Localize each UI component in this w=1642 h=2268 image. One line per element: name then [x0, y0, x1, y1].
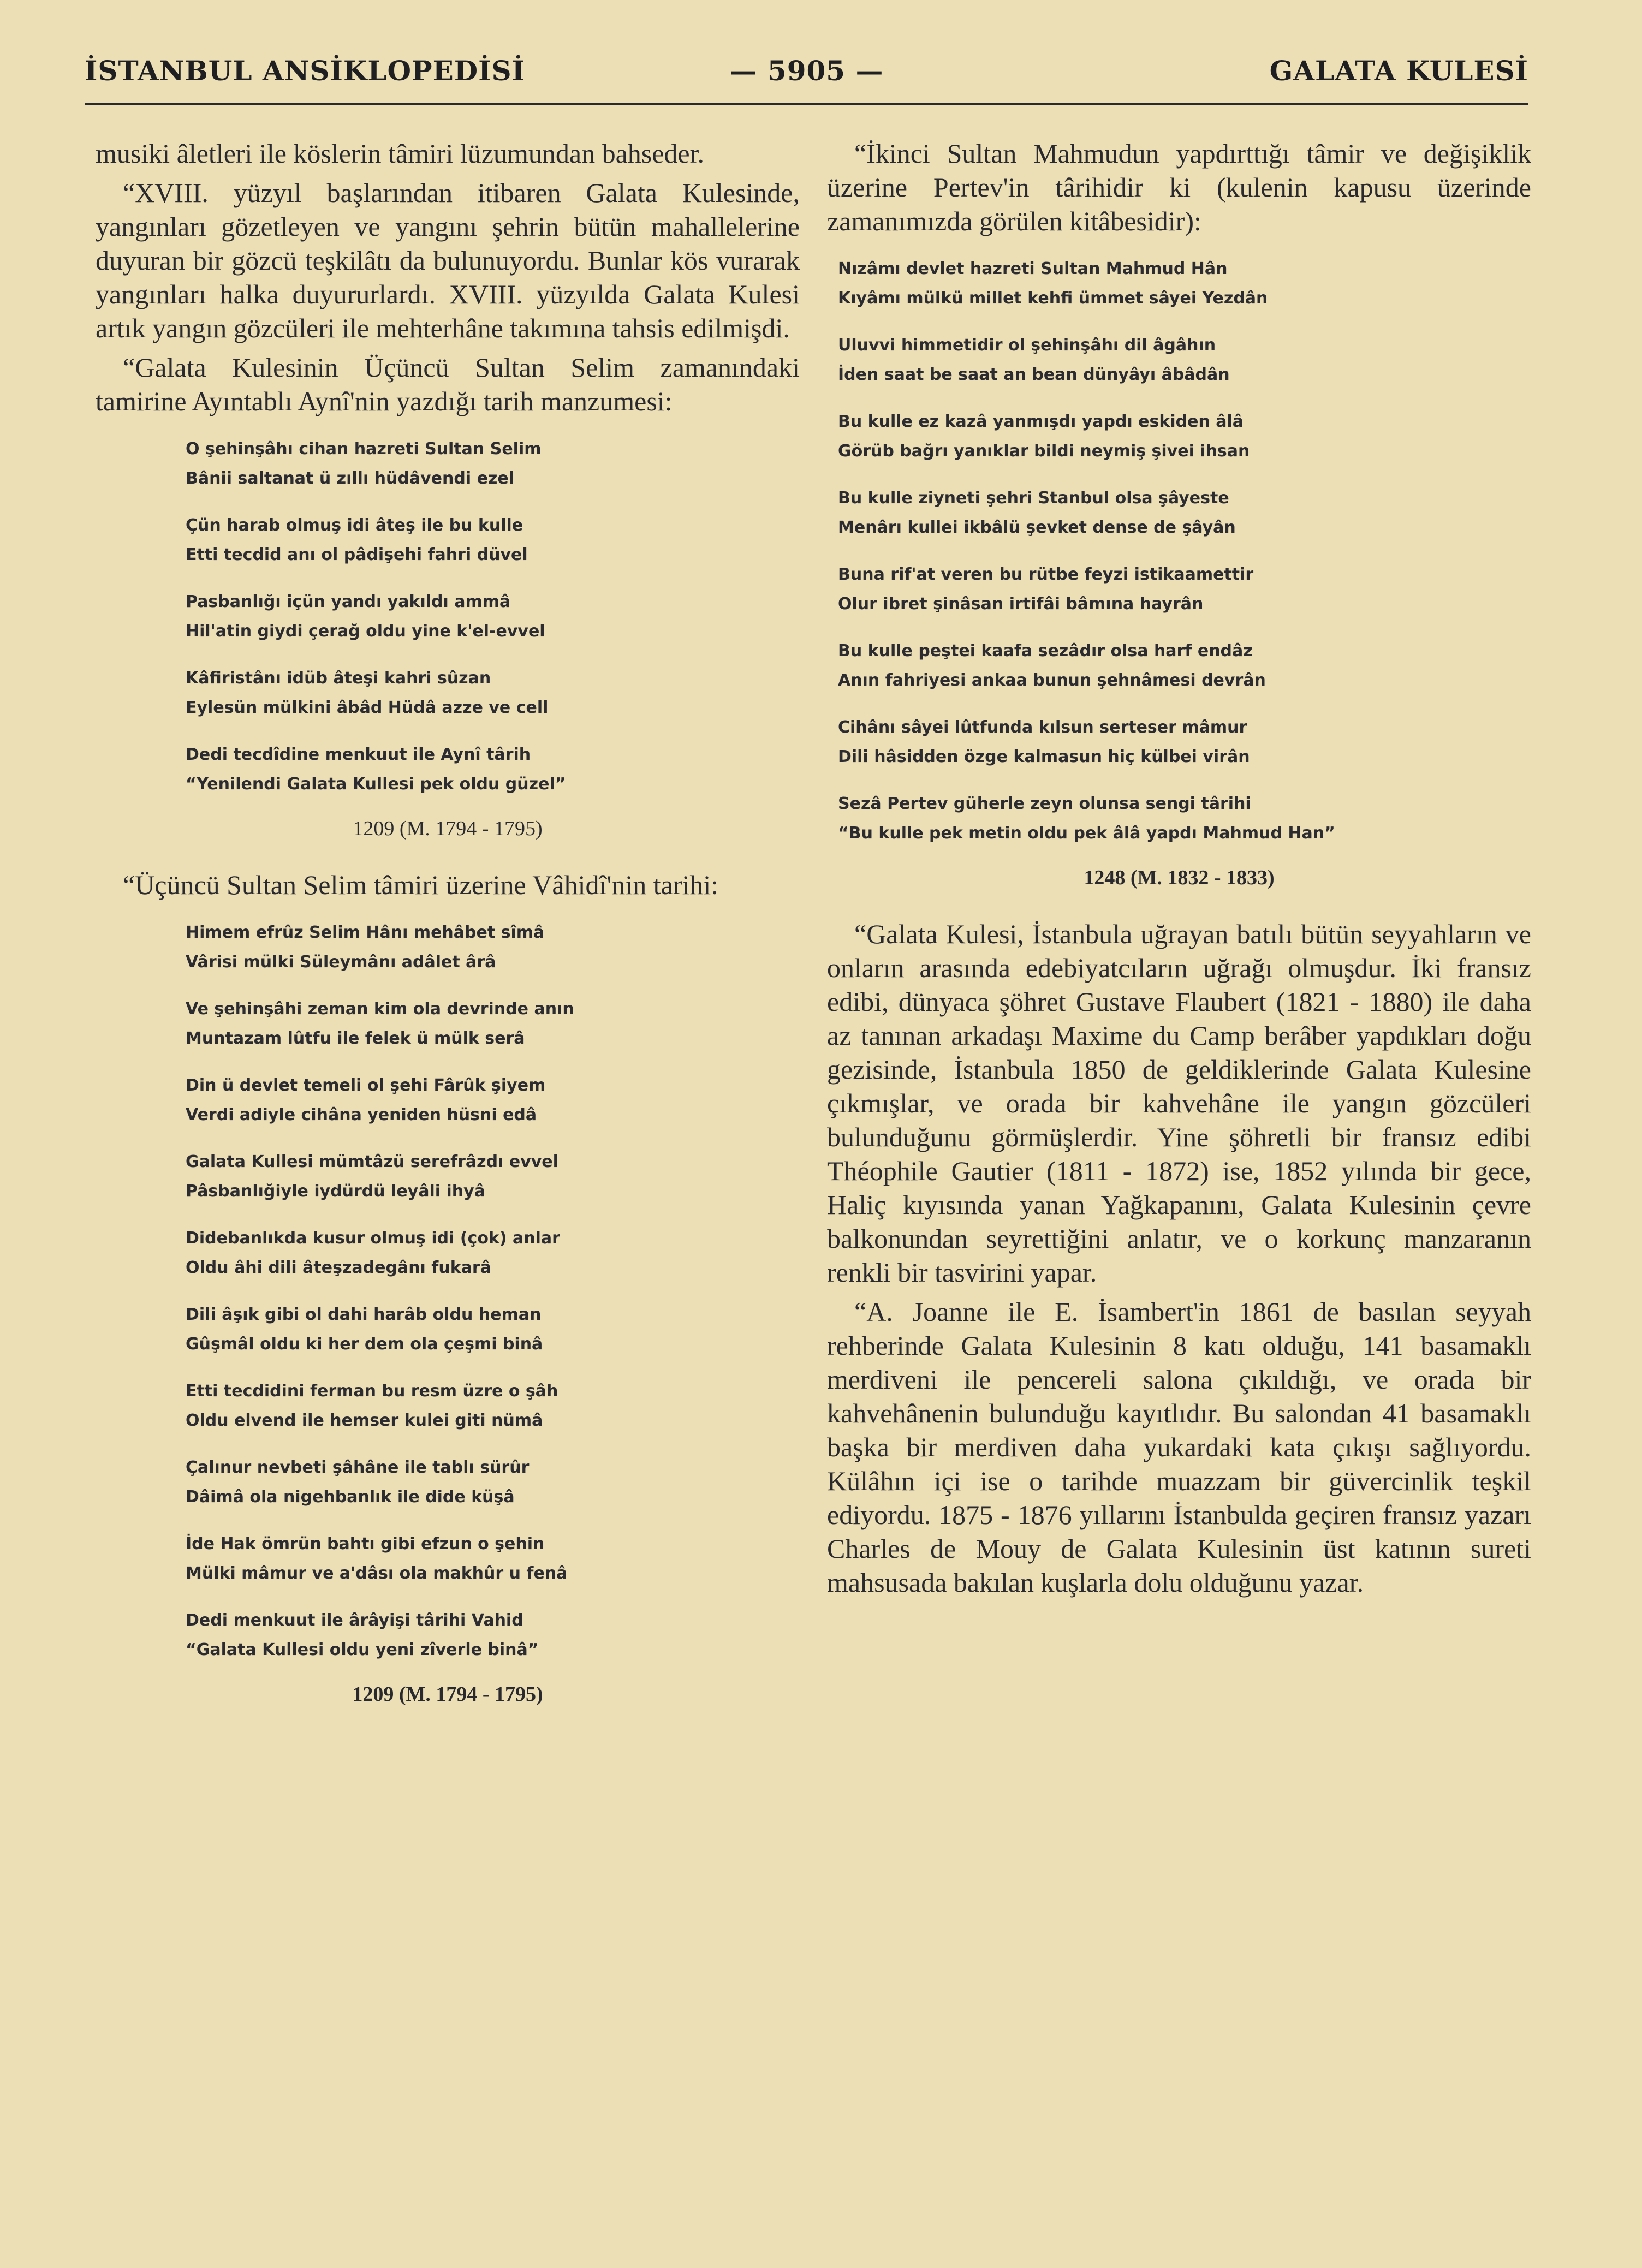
poem-stanza — [838, 484, 1531, 543]
running-title: İSTANBUL ANSİKLOPEDİSİ — [85, 55, 526, 87]
poem-vahidi — [96, 918, 800, 1665]
left-column — [96, 136, 800, 1734]
poem-stanza — [186, 1529, 800, 1588]
poem-line: Mülki mâmur ve a'dâsı ola makhûr u fenâ — [186, 1564, 568, 1583]
poem-line: Din ü devlet temeli ol şehi Fârûk şiyem — [186, 1076, 546, 1095]
poem-line: Kıyâmı mülkü millet kehfi ümmet sâyei Yezdân — [838, 289, 1268, 308]
poem-line: Çalınur nevbeti şâhâne ile tablı sürûr — [186, 1458, 530, 1477]
poem-line: Dedi menkuut ile ârâyişi târihi Vahid — [186, 1611, 523, 1630]
poem-stanza — [186, 1300, 800, 1359]
paragraph: “A. Joanne ile E. İsambert'in 1861 de basılan seyyah rehberinde Galata Kulesinin 8 katı olduğu, 141 basamaklı merdiveni ile pencereli salona çıkıldığı, ve orada bir kahvehânenin bulunduğu kayıtlıdır. Bu salondan 41 basamaklı başka bir merdiven daha yukardaki kata çıkışı sağlıyordu. Külâhın içi ise o tarihde muazzam bir güvercinlik teşkil ediyordu. 1875 - 1876 yıllarını İstanbulda geçiren fransız yazarı Charles de Mouy de Galata Kulesinin üst katının sureti mahsusada bakılan kuşlarla dolu olduğunu yazar. — [827, 1296, 1531, 1598]
poem-date: 1209 (M. 1794 - 1795) — [352, 1683, 543, 1706]
poem-stanza — [186, 1147, 800, 1206]
paragraph: “Galata Kulesinin Üçüncü Sultan Selim zamanındaki tamirine Ayıntablı Aynî'nin yazdığı tarih manzumesi: — [96, 352, 800, 416]
entry-title: GALATA KULESİ — [1269, 55, 1528, 87]
poem-line: Didebanlıkda kusur olmuş idi (çok) anlar — [186, 1229, 560, 1248]
poem-line: Pâsbanlığiyle iydürdü leyâli ihyâ — [186, 1182, 485, 1201]
poem-line: “Galata Kullesi oldu yeni zîverle binâ” — [186, 1640, 539, 1659]
poem-line: Galata Kullesi mümtâzü serefrâzdı evvel — [186, 1152, 558, 1171]
poem-line: Görüb bağrı yanıklar bildi neymiş şivei ihsan — [838, 442, 1250, 461]
poem-stanza — [186, 740, 800, 799]
poem-line: İde Hak ömrün bahtı gibi efzun o şehin — [186, 1534, 545, 1553]
poem-line: Bu kulle ziyneti şehri Stanbul olsa şâyeste — [838, 489, 1229, 508]
poem-line: Dili âşık gibi ol dahi harâb oldu heman — [186, 1305, 542, 1324]
poem-line: Bu kulle peştei kaafa sezâdır olsa harf endâz — [838, 641, 1253, 660]
poem-pertev — [827, 254, 1531, 848]
right-column — [827, 136, 1531, 1605]
poem-stanza — [186, 511, 800, 570]
poem-stanza — [186, 587, 800, 646]
paragraph: “Galata Kulesi, İstanbula uğrayan batılı bütün seyyahların ve onların arasında edebiyatcıların uğrağı olmuşdur. İki fransız edibi, dünyaca şöhret Gustave Flaubert (1821 - 1880) ile daha az tanınan arkadaşı Maxime du Camp berâber yapdıkları doğu gezisinde, İstanbula 1850 de geldiklerinde Galata Kulesine çıkmışlar, ve orada bir kahvehâne ile yangın gözcüleri bulunduğunu görmüşlerdir. Yine şöhretli bir fransız edibi Théophile Gautier (1811 - 1872) ise, 1852 yılında bir gece, Haliç kıyısında yanan Yağkapanını, Galata Kulesinin çevre balkonundan seyrettiğini anlatır, ve o korkunç manzaranın renkli bir tasvirini yapar. — [827, 919, 1531, 1288]
poem-date: 1209 (M. 1794 - 1795) — [353, 817, 543, 840]
poem-line: “Yenilendi Galata Kullesi pek oldu güzel” — [186, 775, 566, 794]
poem-stanza — [838, 789, 1531, 848]
page-header — [85, 55, 1528, 98]
poem-line: Pasbanlığı içün yandı yakıldı ammâ — [186, 592, 511, 611]
poem-line: Uluvvi himmetidir ol şehinşâhı dil âgâhın — [838, 336, 1216, 355]
poem-line: Sezâ Pertev güherle zeyn olunsa sengi târihi — [838, 794, 1251, 813]
poem-line: Oldu âhi dili âteşzadegânı fukarâ — [186, 1258, 491, 1277]
paragraph: “Üçüncü Sultan Selim tâmiri üzerine Vâhidî'nin tarihi: — [123, 870, 719, 900]
paragraph: “XVIII. yüzyıl başlarından itibaren Galata Kulesinde, yangınları gözetleyen ve yangını şehrin bütün mahallelerine duyuran bir gözcü teşkilâtı da bulunuyordu. Bunlar kös vurarak yangınları halka duyururlardı. XVIII. yüzyılda Galata Kulesi artık yangın gözcüleri ile mehterhâne takımına tahsis edilmişdi. — [96, 177, 800, 343]
poem-line: Nızâmı devlet hazreti Sultan Mahmud Hân — [838, 259, 1228, 278]
poem-line: Bânii saltanat ü zıllı hüdâvendi ezel — [186, 469, 515, 488]
poem-stanza — [186, 1071, 800, 1130]
poem-stanza — [838, 713, 1531, 772]
poem-line: Olur ibret şinâsan irtifâi bâmına hayrân — [838, 594, 1204, 614]
poem-line: Buna rif'at veren bu rütbe feyzi istikaamettir — [838, 565, 1254, 584]
poem-line: Eylesün mülkini âbâd Hüdâ azze ve cell — [186, 698, 549, 717]
poem-stanza — [186, 434, 800, 493]
poem-stanza — [838, 407, 1531, 466]
poem-line: Dedi tecdîdine menkuut ile Aynî târih — [186, 745, 531, 764]
poem-stanza — [186, 1453, 800, 1512]
poem-stanza — [186, 664, 800, 723]
paragraph: musiki âletleri ile köslerin tâmiri lüzumundan bahseder. — [96, 138, 704, 169]
poem-line: İden saat be saat an bean dünyâyı âbâdân — [838, 365, 1230, 384]
poem-line: Oldu elvend ile hemser kulei giti nümâ — [186, 1411, 543, 1430]
poem-line: Himem efrûz Selim Hânı mehâbet sîmâ — [186, 923, 545, 942]
poem-line: Vârisi mülki Süleymânı adâlet ârâ — [186, 953, 496, 972]
poem-stanza — [838, 560, 1531, 619]
poem-line: Etti tecdid anı ol pâdişehi fahri düvel — [186, 545, 528, 564]
poem-line: Gûşmâl oldu ki her dem ola çeşmi binâ — [186, 1335, 543, 1354]
poem-line: Cihânı sâyei lûtfunda kılsun serteser mâmur — [838, 718, 1247, 737]
poem-line: Kâfiristânı idüb âteşi kahri sûzan — [186, 669, 491, 688]
poem-line: “Bu kulle pek metin oldu pek âlâ yapdı Mahmud Han” — [838, 824, 1335, 843]
poem-line: Dâimâ ola nigehbanlık ile dide küşâ — [186, 1487, 515, 1507]
poem-line: Etti tecdidini ferman bu resm üzre o şâh — [186, 1382, 558, 1401]
poem-ayni — [96, 434, 800, 799]
poem-line: O şehinşâhı cihan hazreti Sultan Selim — [186, 439, 542, 459]
poem-stanza — [838, 331, 1531, 390]
poem-stanza — [186, 1224, 800, 1283]
paragraph: “İkinci Sultan Mahmudun yapdırttığı tâmir ve değişiklik üzerine Pertev'in târihidir ki (kulenin kapusu üzerinde zamanımızda görülen kitâbesidir): — [827, 138, 1531, 236]
poem-stanza — [838, 636, 1531, 695]
poem-line: Menârı kullei ikbâlü şevket dense de şâyân — [838, 518, 1236, 537]
page-number: — 5905 — — [729, 55, 884, 87]
poem-line: Çün harab olmuş idi âteş ile bu kulle — [186, 516, 523, 535]
poem-date: 1248 (M. 1832 - 1833) — [1084, 866, 1275, 889]
poem-stanza — [186, 995, 800, 1053]
poem-line: Hil'atin giydi çerağ oldu yine k'el-evvel — [186, 622, 545, 641]
poem-line: Ve şehinşâhi zeman kim ola devrinde anın — [186, 999, 574, 1019]
poem-line: Anın fahriyesi ankaa bunun şehnâmesi devrân — [838, 671, 1266, 690]
poem-line: Dili hâsidden özge kalmasun hiç külbei virân — [838, 747, 1250, 766]
poem-stanza — [838, 254, 1531, 313]
poem-line: Verdi adiyle cihâna yeniden hüsni edâ — [186, 1105, 537, 1124]
poem-stanza — [186, 1377, 800, 1436]
header-rule — [85, 103, 1528, 105]
poem-stanza — [186, 918, 800, 977]
poem-line: Muntazam lûtfu ile felek ü mülk serâ — [186, 1029, 525, 1048]
poem-line: Bu kulle ez kazâ yanmışdı yapdı eskiden âlâ — [838, 412, 1244, 431]
poem-stanza — [186, 1606, 800, 1665]
